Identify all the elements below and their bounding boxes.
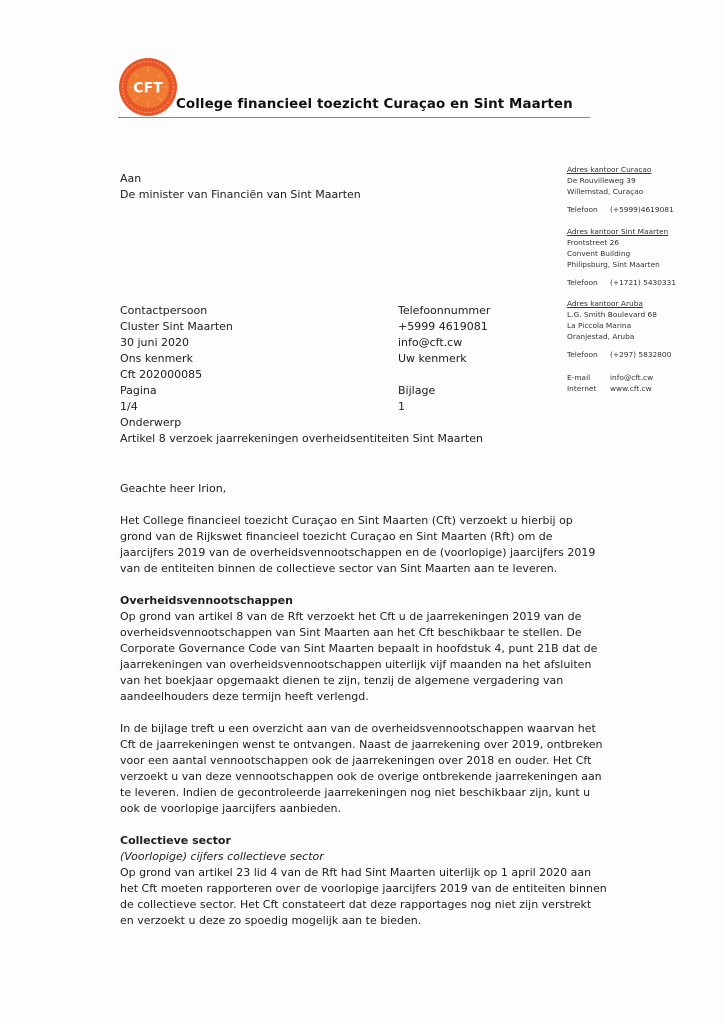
meta-row — [120, 415, 560, 431]
subject-label: Onderwerp — [120, 416, 182, 429]
email-label: E-mail — [567, 373, 591, 382]
contact-person-value: Cluster Sint Maarten — [120, 320, 233, 333]
intro-paragraph — [120, 513, 596, 577]
email-value: info@cft.cw — [398, 336, 463, 349]
our-reference-label: Ons kenmerk — [120, 352, 193, 365]
text-line: en verzoekt u deze zo spoedig mogelijk aan te bieden. — [120, 914, 422, 927]
text-line: In de bijlage treft u een overzicht aan van de overheidsvennootschappen waarvan het — [120, 722, 596, 735]
office-title: Adres kantoor Curaçao — [567, 165, 652, 174]
meta-row — [120, 399, 560, 415]
section-heading: Overheidsvennootschappen — [120, 594, 293, 607]
email-link[interactable]: info@cft.cw — [610, 373, 654, 382]
office-phone — [567, 204, 674, 215]
paragraph — [120, 721, 603, 817]
text-line: het Cft moeten rapporteren over de voorlopige jaarcijfers 2019 van de entiteiten binnen — [120, 882, 607, 895]
text-line: voor een aantal vennootschappen ook de jaarrekeningen over 2018 en ouder. Het Cft — [120, 754, 592, 767]
text-line: grond van de Rijkswet financieel toezicht Curaçao en Sint Maarten (Rft) om de — [120, 530, 553, 543]
office-address-line: La Piccola Marina — [567, 321, 632, 330]
office-address-line: Philipsburg, Sint Maarten — [567, 260, 660, 269]
addressee — [120, 171, 361, 203]
salutation: Geachte heer Irion, — [120, 482, 227, 495]
section-subheading: (Voorlopige) cijfers collectieve sector — [120, 850, 324, 863]
text-line: Op grond van artikel 8 van de Rft verzoekt het Cft u de jaarrekeningen 2019 van de — [120, 610, 582, 623]
cft-logo-icon — [118, 57, 178, 117]
office-address-line: L.G. Smith Boulevard 68 — [567, 310, 657, 319]
subject-value: Artikel 8 verzoek jaarrekeningen overheidsentiteiten Sint Maarten — [120, 432, 484, 445]
text-line: van de entiteiten binnen de collectieve sector van Sint Maarten aan te leveren. — [120, 562, 558, 575]
letter-body — [120, 481, 607, 929]
office-phone — [567, 277, 676, 288]
office-title: Adres kantoor Aruba — [567, 299, 643, 308]
text-line: van het boekjaar opgemaakt dienen te zijn, tenzij de algemene vergadering van — [120, 674, 564, 687]
meta-row — [120, 383, 560, 399]
phone-number-label: Telefoonnummer — [398, 304, 491, 317]
text-line: verzoekt u van deze vennootschappen ook de overige ontbrekende jaarrekeningen aan — [120, 770, 602, 783]
phone-value: (+1721) 5430331 — [610, 278, 677, 287]
attachment-label: Bijlage — [398, 384, 436, 397]
logo-text: CFT — [133, 80, 163, 97]
text-line: jaarcijfers 2019 van de overheidsvennootschappen en de (voorlopige) jaarcijfers 2019 — [120, 546, 596, 559]
text-line: ook de voorlopige jaarcijfers aanbieden. — [120, 802, 341, 815]
contact-internet — [567, 383, 671, 394]
office-address-line: Frontstreet 26 — [567, 238, 620, 247]
meta-row — [120, 319, 560, 335]
phone-value: (+297) 5832800 — [610, 350, 672, 359]
office-address-line: Willemstad, Curaçao — [567, 187, 644, 196]
addressee-name: De minister van Financiën van Sint Maarten — [120, 188, 361, 201]
text-line: Het College financieel toezicht Curaçao en Sint Maarten (Cft) verzoekt u hierbij op — [120, 514, 573, 527]
letter-meta — [120, 303, 560, 447]
office-phone — [567, 349, 671, 360]
header-divider — [118, 117, 590, 118]
text-line: de collectieve sector. Het Cft constateert dat deze rapportages nog niet zijn verstrekt — [120, 898, 592, 911]
office-curacao — [567, 164, 674, 215]
cft-logo — [118, 57, 178, 117]
meta-row — [120, 431, 560, 447]
text-line: Op grond van artikel 23 lid 4 van de Rft had Sint Maarten uiterlijk op 1 april 2020 aan — [120, 866, 592, 879]
phone-number-value: +5999 4619081 — [398, 320, 488, 333]
phone-value: (+5999)4619081 — [610, 205, 674, 214]
meta-row — [120, 367, 560, 383]
contact-person-label: Contactpersoon — [120, 304, 208, 317]
text-line: te leveren. Indien de gecontroleerde jaarrekeningen nog niet beschikbaar zijn, kunt u — [120, 786, 591, 799]
paragraph — [120, 609, 598, 705]
text-line: Corporate Governance Code van Sint Maarten bepaalt in hoofdstuk 4, punt 21B dat de — [120, 642, 598, 655]
our-reference-value: Cft 202000085 — [120, 368, 203, 381]
text-line: jaarrekeningen van overheidsvennootschappen uiterlijk vijf maanden na het afsluiten — [120, 658, 592, 671]
website-link[interactable]: www.cft.cw — [610, 384, 652, 393]
office-sint-maarten — [567, 226, 676, 288]
office-aruba — [567, 298, 671, 394]
text-line: Cft de jaarrekeningen wenst te ontvangen. Naast de jaarrekening over 2019, ontbreken — [120, 738, 603, 751]
office-address-line: Oranjestad, Aruba — [567, 332, 635, 341]
text-line: aandeelhouders deze termijn heeft verlengd. — [120, 690, 369, 703]
internet-label: Internet — [567, 384, 597, 393]
date-value: 30 juni 2020 — [120, 336, 190, 349]
office-title: Adres kantoor Sint Maarten — [567, 227, 669, 236]
meta-empty — [398, 415, 558, 431]
text-line: overheidsvennootschappen van Sint Maarten aan het Cft beschikbaar te stellen. De — [120, 626, 582, 639]
meta-row — [120, 335, 560, 351]
meta-row — [120, 351, 560, 367]
contact-email — [567, 372, 671, 383]
section-heading: Collectieve sector — [120, 834, 231, 847]
addressee-label: Aan — [120, 172, 142, 185]
attachment-value: 1 — [398, 400, 405, 413]
organization-name: College financieel toezicht Curaçao en Sint Maarten — [176, 97, 573, 112]
your-reference-value — [398, 367, 558, 383]
your-reference-label: Uw kenmerk — [398, 352, 467, 365]
office-address-line: Convent Building — [567, 249, 631, 258]
page-value: 1/4 — [120, 400, 138, 413]
page-label: Pagina — [120, 384, 157, 397]
paragraph — [120, 865, 607, 929]
phone-label: Telefoon — [567, 278, 598, 287]
meta-row — [120, 303, 560, 319]
phone-label: Telefoon — [567, 205, 598, 214]
office-address-line: De Rouvilleweg 39 — [567, 176, 636, 185]
phone-label: Telefoon — [567, 350, 598, 359]
